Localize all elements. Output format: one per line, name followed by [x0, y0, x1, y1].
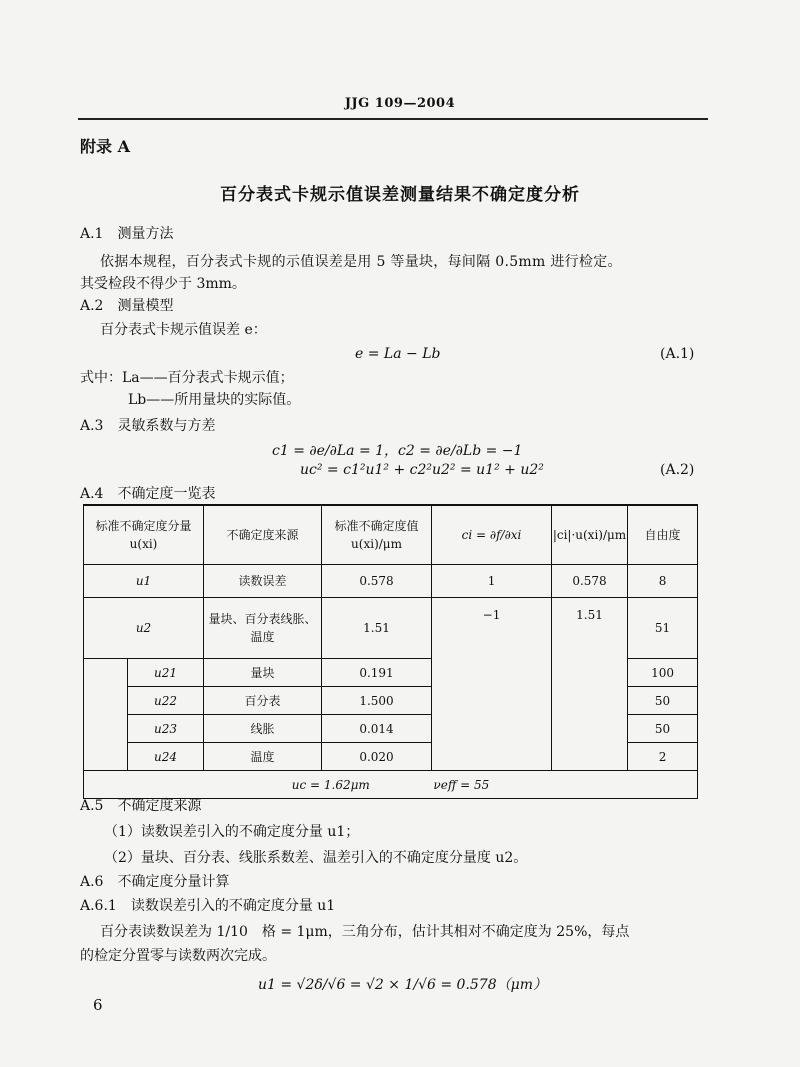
equation-a2-number: (A.2): [660, 462, 695, 478]
cell-ciu: 1.51: [552, 598, 628, 771]
cell-value: 0.014: [322, 715, 432, 743]
cell-dof: 8: [628, 565, 698, 598]
equation-a1: e = La − Lb: [355, 346, 441, 362]
cell-ci: −1: [432, 598, 552, 771]
section-a61-line1: 百分表读数误差为 1/10 格 = 1μm，三角分布，估计其相对不确定度为 25%，每点: [100, 924, 630, 940]
col-header-ciu: |ci|·u(xi)/μm: [552, 505, 628, 565]
table-row: [84, 565, 698, 598]
cell-dof: 50: [628, 687, 698, 715]
col-header-component: 标准不确定度分量 u(xi): [84, 505, 204, 565]
cell-component: u24: [128, 743, 204, 771]
table-row: [84, 598, 698, 659]
section-a1-heading: A.1 测量方法: [80, 226, 174, 242]
section-a4-heading: A.4 不确定度一览表: [80, 486, 216, 502]
combined-uncertainty: uc = 1.62μm: [291, 777, 370, 792]
cell-value: 0.578: [322, 565, 432, 598]
col-header-ci: ci = ∂f/∂xi: [432, 505, 552, 565]
cell-source: 量块: [204, 659, 322, 687]
section-a5-heading: A.5 不确定度来源: [80, 798, 202, 814]
equation-sensitivity: c1 = ∂e/∂La = 1，c2 = ∂e/∂Lb = −1: [272, 443, 523, 459]
cell-component: u21: [128, 659, 204, 687]
appendix-label: 附录 A: [80, 137, 130, 156]
cell-dof: 100: [628, 659, 698, 687]
cell-dof: 51: [628, 598, 698, 659]
cell-value: 1.500: [322, 687, 432, 715]
indent-cell: [84, 659, 128, 771]
cell-source: 线胀: [204, 715, 322, 743]
source-item-2: （2）量块、百分表、线胀系数差、温差引入的不确定度分量度 u2。: [104, 850, 528, 866]
cell-component: u23: [128, 715, 204, 743]
uncertainty-table: [83, 504, 698, 799]
cell-value: 0.020: [322, 743, 432, 771]
running-header: JJG 109—2004: [344, 96, 456, 111]
source-item-1: （1）读数误差引入的不确定度分量 u1；: [104, 824, 360, 840]
cell-dof: 50: [628, 715, 698, 743]
section-a1-line2: 其受检段不得少于 3mm。: [80, 276, 246, 292]
section-a6-heading: A.6 不确定度分量计算: [80, 874, 230, 890]
cell-component: u22: [128, 687, 204, 715]
cell-source: 读数误差: [204, 565, 322, 598]
section-a2-intro: 百分表式卡规示值误差 e：: [100, 322, 267, 338]
page-title: 百分表式卡规示值误差测量结果不确定度分析: [220, 185, 580, 205]
table-footer-row: [84, 771, 698, 799]
equation-a1-number: (A.1): [660, 346, 695, 362]
col-header-value: 标准不确定度值 u(xi)/μm: [322, 505, 432, 565]
equation-a2: uc² = c1²u1² + c2²u2² = u1² + u2²: [300, 462, 544, 478]
equation-u1: u1 = √2δ/√6 = √2 × 1/√6 = 0.578（μm）: [258, 977, 547, 993]
header-rule: [78, 118, 708, 120]
cell-source: 温度: [204, 743, 322, 771]
section-a61-heading: A.6.1 读数误差引入的不确定度分量 u1: [80, 898, 336, 914]
cell-value: 1.51: [322, 598, 432, 659]
col-header-dof: 自由度: [628, 505, 698, 565]
section-a2-heading: A.2 测量模型: [80, 298, 174, 314]
cell-dof: 2: [628, 743, 698, 771]
cell-source: 量块、百分表线胀、温度: [204, 598, 322, 659]
cell-component: u1: [84, 565, 204, 598]
section-a61-line2: 的检定分置零与读数两次完成。: [80, 948, 276, 964]
table-header-row: [84, 505, 698, 565]
cell-ciu: 0.578: [552, 565, 628, 598]
where-line-2: Lb——所用量块的实际值。: [128, 392, 301, 408]
cell-source: 百分表: [204, 687, 322, 715]
page-number: 6: [93, 996, 103, 1014]
col-header-source: 不确定度来源: [204, 505, 322, 565]
section-a3-heading: A.3 灵敏系数与方差: [80, 418, 216, 434]
cell-value: 0.191: [322, 659, 432, 687]
where-line-1: 式中：La——百分表式卡规示值；: [80, 370, 294, 386]
effective-dof: νeff = 55: [433, 777, 490, 792]
cell-component: u2: [84, 598, 204, 659]
cell-ci: 1: [432, 565, 552, 598]
section-a1-line1: 依据本规程，百分表式卡规的示值误差是用 5 等量块，每间隔 0.5mm 进行检定。: [100, 254, 622, 270]
table-footer: [84, 771, 698, 799]
